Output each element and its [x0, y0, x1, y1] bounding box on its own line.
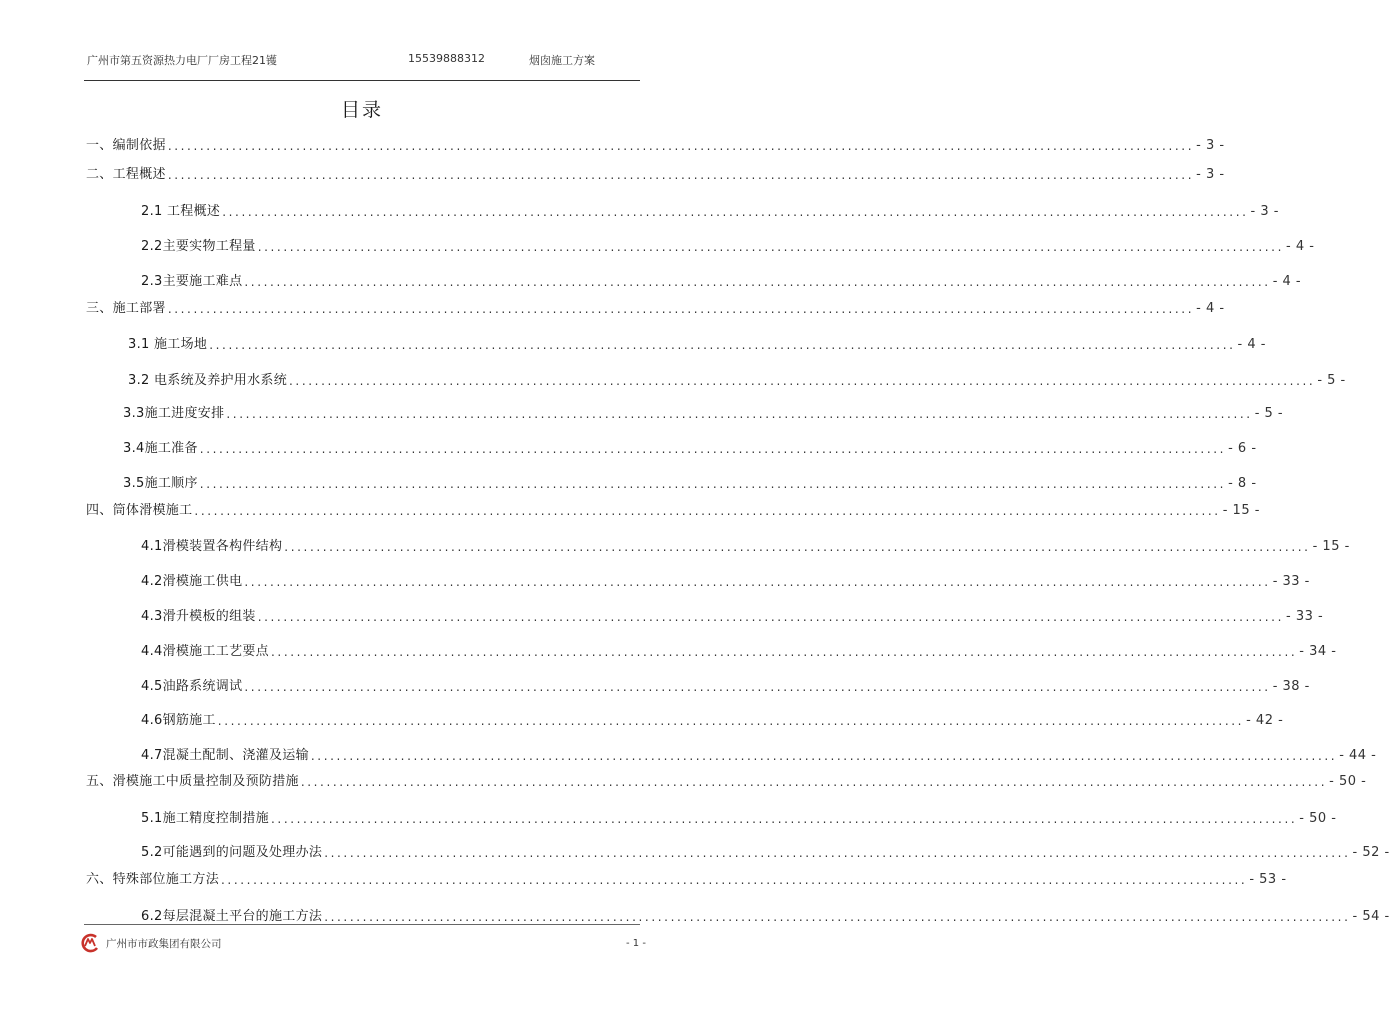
toc-entry[interactable]: [86, 767, 1367, 789]
toc-entry-label: 3.3施工进度安排: [123, 406, 225, 421]
toc-entry[interactable]: [128, 366, 1346, 388]
toc-dot-leader: ................................................................................................................................................................: [289, 374, 1316, 388]
toc-entry-label: 3.4施工准备: [123, 441, 198, 456]
toc-entry-label: 4.1滑模装置各构件结构: [141, 539, 283, 554]
toc-entry-page: - 38 -: [1272, 679, 1310, 694]
toc-dot-leader: ................................................................................................................................................................: [270, 812, 1298, 826]
toc-dot-leader: ................................................................................................................................................................: [244, 575, 1271, 589]
page-title: 目录: [340, 99, 383, 121]
toc-entry-page: - 4 -: [1196, 301, 1225, 316]
toc-entry-page: - 6 -: [1228, 441, 1257, 456]
toc-dot-leader: ................................................................................................................................................................: [257, 610, 1284, 624]
toc-entry[interactable]: [141, 532, 1350, 554]
toc-entry-page: - 3 -: [1196, 167, 1225, 182]
header-project-name: 广州市第五资源热力电厂厂房工程21镬: [87, 54, 277, 67]
toc-entry[interactable]: [123, 399, 1284, 421]
toc-entry-label: 3.1 施工场地: [128, 337, 208, 352]
toc-entry-page: - 15 -: [1222, 503, 1260, 518]
footer-company-name: 广州市市政集团有限公司: [106, 938, 222, 950]
toc-dot-leader: ................................................................................................................................................................: [221, 873, 1248, 887]
toc-entry-label: 4.7混凝土配制、浇灌及运输: [141, 748, 309, 763]
toc-dot-leader: ................................................................................................................................................................: [310, 749, 1338, 763]
toc-entry-label: 三、施工部署: [86, 301, 166, 316]
toc-dot-leader: ................................................................................................................................................................: [324, 910, 1351, 924]
toc-entry[interactable]: [123, 434, 1257, 456]
toc-entry[interactable]: [86, 131, 1225, 153]
footer-page-number: - 1 -: [626, 938, 646, 949]
toc-entry-page: - 53 -: [1249, 872, 1287, 887]
toc-entry-label: 3.5施工顺序: [123, 476, 198, 491]
toc-entry[interactable]: [141, 838, 1390, 860]
footer-divider: [84, 924, 640, 925]
company-logo-icon: [79, 933, 101, 953]
toc-dot-leader: ................................................................................................................................................................: [199, 477, 1227, 491]
toc-entry-label: 6.2每层混凝土平台的施工方法: [141, 909, 323, 924]
toc-entry-label: 3.2 电系统及养护用水系统: [128, 373, 288, 388]
toc-dot-leader: ................................................................................................................................................................: [300, 775, 1328, 789]
toc-entry-label: 2.3主要施工难点: [141, 274, 243, 289]
toc-entry[interactable]: [141, 197, 1279, 219]
toc-entry-label: 五、滑模施工中质量控制及预防措施: [86, 774, 299, 789]
toc-dot-leader: ................................................................................................................................................................: [167, 302, 1195, 316]
toc-entry[interactable]: [141, 232, 1315, 254]
toc-entry-page: - 8 -: [1228, 476, 1257, 491]
toc-entry[interactable]: [141, 637, 1337, 659]
toc-entry-page: - 52 -: [1352, 845, 1390, 860]
toc-entry[interactable]: [86, 294, 1225, 316]
toc-entry-page: - 44 -: [1339, 748, 1377, 763]
toc-entry-label: 六、特殊部位施工方法: [86, 872, 220, 887]
toc-dot-leader: ................................................................................................................................................................: [257, 240, 1284, 254]
toc-entry-label: 一、编制依据: [86, 138, 166, 153]
toc-dot-leader: ................................................................................................................................................................: [194, 504, 1221, 518]
toc-entry[interactable]: [141, 902, 1390, 924]
toc-entry-label: 4.4滑模施工工艺要点: [141, 644, 269, 659]
toc-entry-page: - 34 -: [1299, 644, 1337, 659]
toc-dot-leader: ................................................................................................................................................................: [226, 407, 1253, 421]
toc-entry[interactable]: [141, 672, 1310, 694]
toc-entry[interactable]: [123, 469, 1257, 491]
toc-entry-label: 4.5油路系统调试: [141, 679, 243, 694]
toc-entry[interactable]: [141, 267, 1302, 289]
toc-entry-label: 4.2滑模施工供电: [141, 574, 243, 589]
toc-entry-page: - 33 -: [1272, 574, 1310, 589]
toc-entry-page: - 4 -: [1237, 337, 1266, 352]
toc-entry-page: - 33 -: [1286, 609, 1324, 624]
toc-entry[interactable]: [86, 865, 1287, 887]
toc-entry-label: 4.6钢筋施工: [141, 713, 216, 728]
toc-entry-label: 5.2可能遇到的问题及处理办法: [141, 845, 323, 860]
toc-entry-label: 4.3滑升模板的组装: [141, 609, 256, 624]
toc-entry-page: - 4 -: [1272, 274, 1302, 289]
toc-entry-page: - 42 -: [1246, 713, 1284, 728]
toc-entry-page: - 54 -: [1352, 909, 1390, 924]
header-phone: 15539888312: [408, 52, 485, 65]
toc-entry-page: - 4 -: [1286, 239, 1315, 254]
header-doc-type: 烟囱施工方案: [529, 54, 595, 67]
toc-entry[interactable]: [86, 496, 1260, 518]
toc-dot-leader: ................................................................................................................................................................: [167, 139, 1195, 153]
toc-entry-page: - 50 -: [1329, 774, 1367, 789]
toc-dot-leader: ................................................................................................................................................................: [217, 714, 1245, 728]
toc-entry-page: - 15 -: [1312, 539, 1350, 554]
toc-entry-page: - 50 -: [1299, 811, 1337, 826]
toc-entry[interactable]: [141, 741, 1377, 763]
toc-dot-leader: ................................................................................................................................................................: [199, 442, 1227, 456]
toc-entry-label: 2.2主要实物工程量: [141, 239, 256, 254]
toc-entry-label: 5.1施工精度控制措施: [141, 811, 269, 826]
toc-dot-leader: ................................................................................................................................................................: [244, 680, 1271, 694]
toc-entry[interactable]: [86, 160, 1225, 182]
toc-entry[interactable]: [141, 804, 1337, 826]
toc-dot-leader: ................................................................................................................................................................: [324, 846, 1351, 860]
toc-entry[interactable]: [141, 706, 1284, 728]
toc-dot-leader: ................................................................................................................................................................: [222, 205, 1249, 219]
toc-entry-page: - 5 -: [1254, 406, 1284, 421]
toc-entry-label: 二、工程概述: [86, 167, 166, 182]
toc-entry-page: - 5 -: [1317, 373, 1346, 388]
toc-entry[interactable]: [128, 330, 1266, 352]
toc-entry[interactable]: [141, 602, 1324, 624]
toc-dot-leader: ................................................................................................................................................................: [209, 338, 1236, 352]
toc-entry-page: - 3 -: [1196, 138, 1225, 153]
toc-dot-leader: ................................................................................................................................................................: [270, 645, 1298, 659]
toc-entry-label: 四、筒体滑模施工: [86, 503, 193, 518]
toc-dot-leader: ................................................................................................................................................................: [244, 275, 1271, 289]
toc-entry[interactable]: [141, 567, 1310, 589]
toc-entry-page: - 3 -: [1250, 204, 1279, 219]
toc-dot-leader: ................................................................................................................................................................: [284, 540, 1311, 554]
toc-dot-leader: ................................................................................................................................................................: [167, 168, 1195, 182]
toc-entry-label: 2.1 工程概述: [141, 204, 221, 219]
